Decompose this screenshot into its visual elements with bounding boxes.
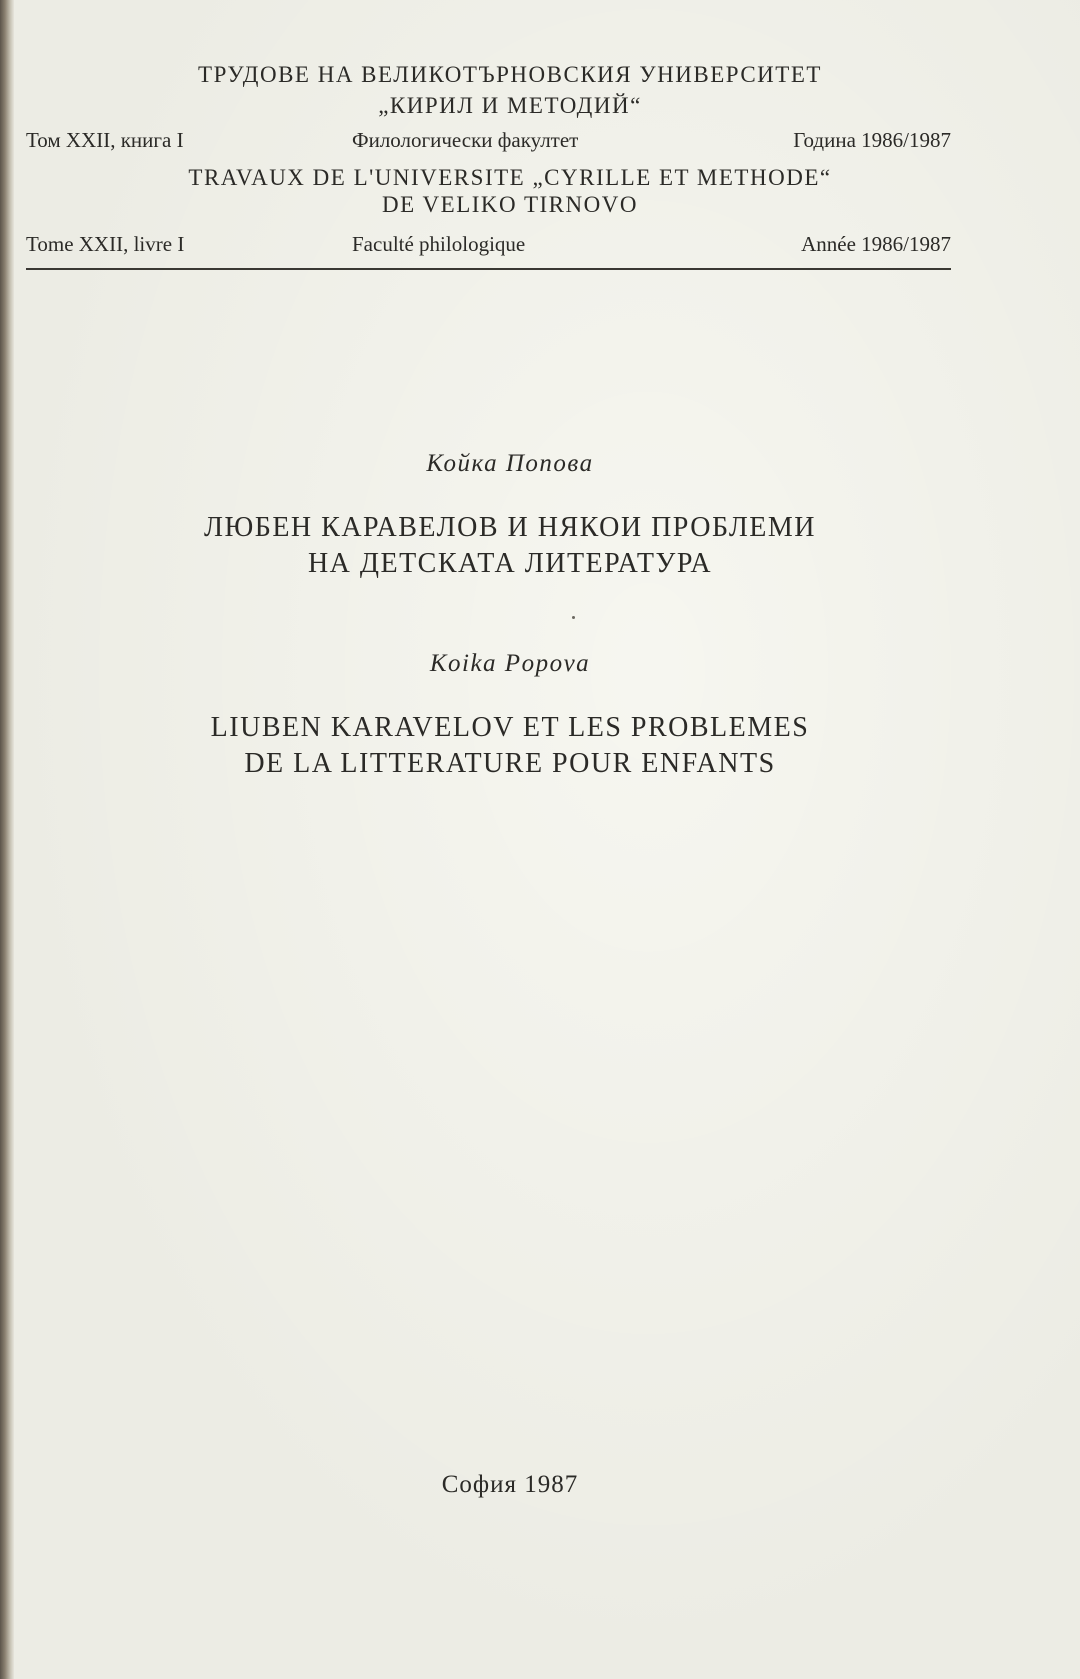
article-title-bg-line1: ЛЮБЕН КАРАВЕЛОВ И НЯКОИ ПРОБЛЕМИ	[203, 512, 817, 543]
faculty-bg: Филологически факултет	[352, 128, 579, 152]
article-title-bg	[0, 510, 1020, 582]
faculty-fr: Faculté philologique	[352, 232, 526, 256]
author-name-fr: Koika Popova	[429, 650, 591, 677]
journal-meta-fr	[26, 232, 951, 262]
volume-bg: Том XXII, книга I	[26, 128, 184, 152]
journal-header	[0, 0, 1080, 290]
journal-meta-bg	[26, 128, 951, 158]
article-title-fr-line2: DE LA LITTERATURE POUR ENFANTS	[244, 748, 776, 779]
article-title-fr-line1: LIUBEN KARAVELOV ET LES PROBLEMES	[210, 712, 810, 743]
year-bg: Година 1986/1987	[793, 128, 951, 152]
journal-title-bg-line1: ТРУДОВЕ НА ВЕЛИКОТЪРНОВСКИЯ УНИВЕРСИТЕТ	[198, 62, 822, 87]
article-title-fr	[0, 710, 1020, 782]
author-name-bg: Койка Попова	[426, 450, 594, 477]
article-title-bg-line2: НА ДЕТСКАТА ЛИТЕРАТУРА	[307, 548, 713, 579]
imprint: София 1987	[441, 1471, 579, 1498]
journal-title-bg-line2: „КИРИЛ И МЕТОДИЙ“	[378, 93, 642, 118]
header-rule	[26, 268, 951, 270]
journal-title-fr-line1: TRAVAUX DE L'UNIVERSITE „CYRILLE ET METHODE“	[188, 165, 832, 190]
volume-fr: Tome XXII, livre I	[26, 232, 185, 256]
year-fr: Année 1986/1987	[801, 232, 951, 256]
journal-title-fr-line2: DE VELIKO TIRNOVO	[382, 192, 638, 217]
separator-dot	[572, 616, 575, 619]
